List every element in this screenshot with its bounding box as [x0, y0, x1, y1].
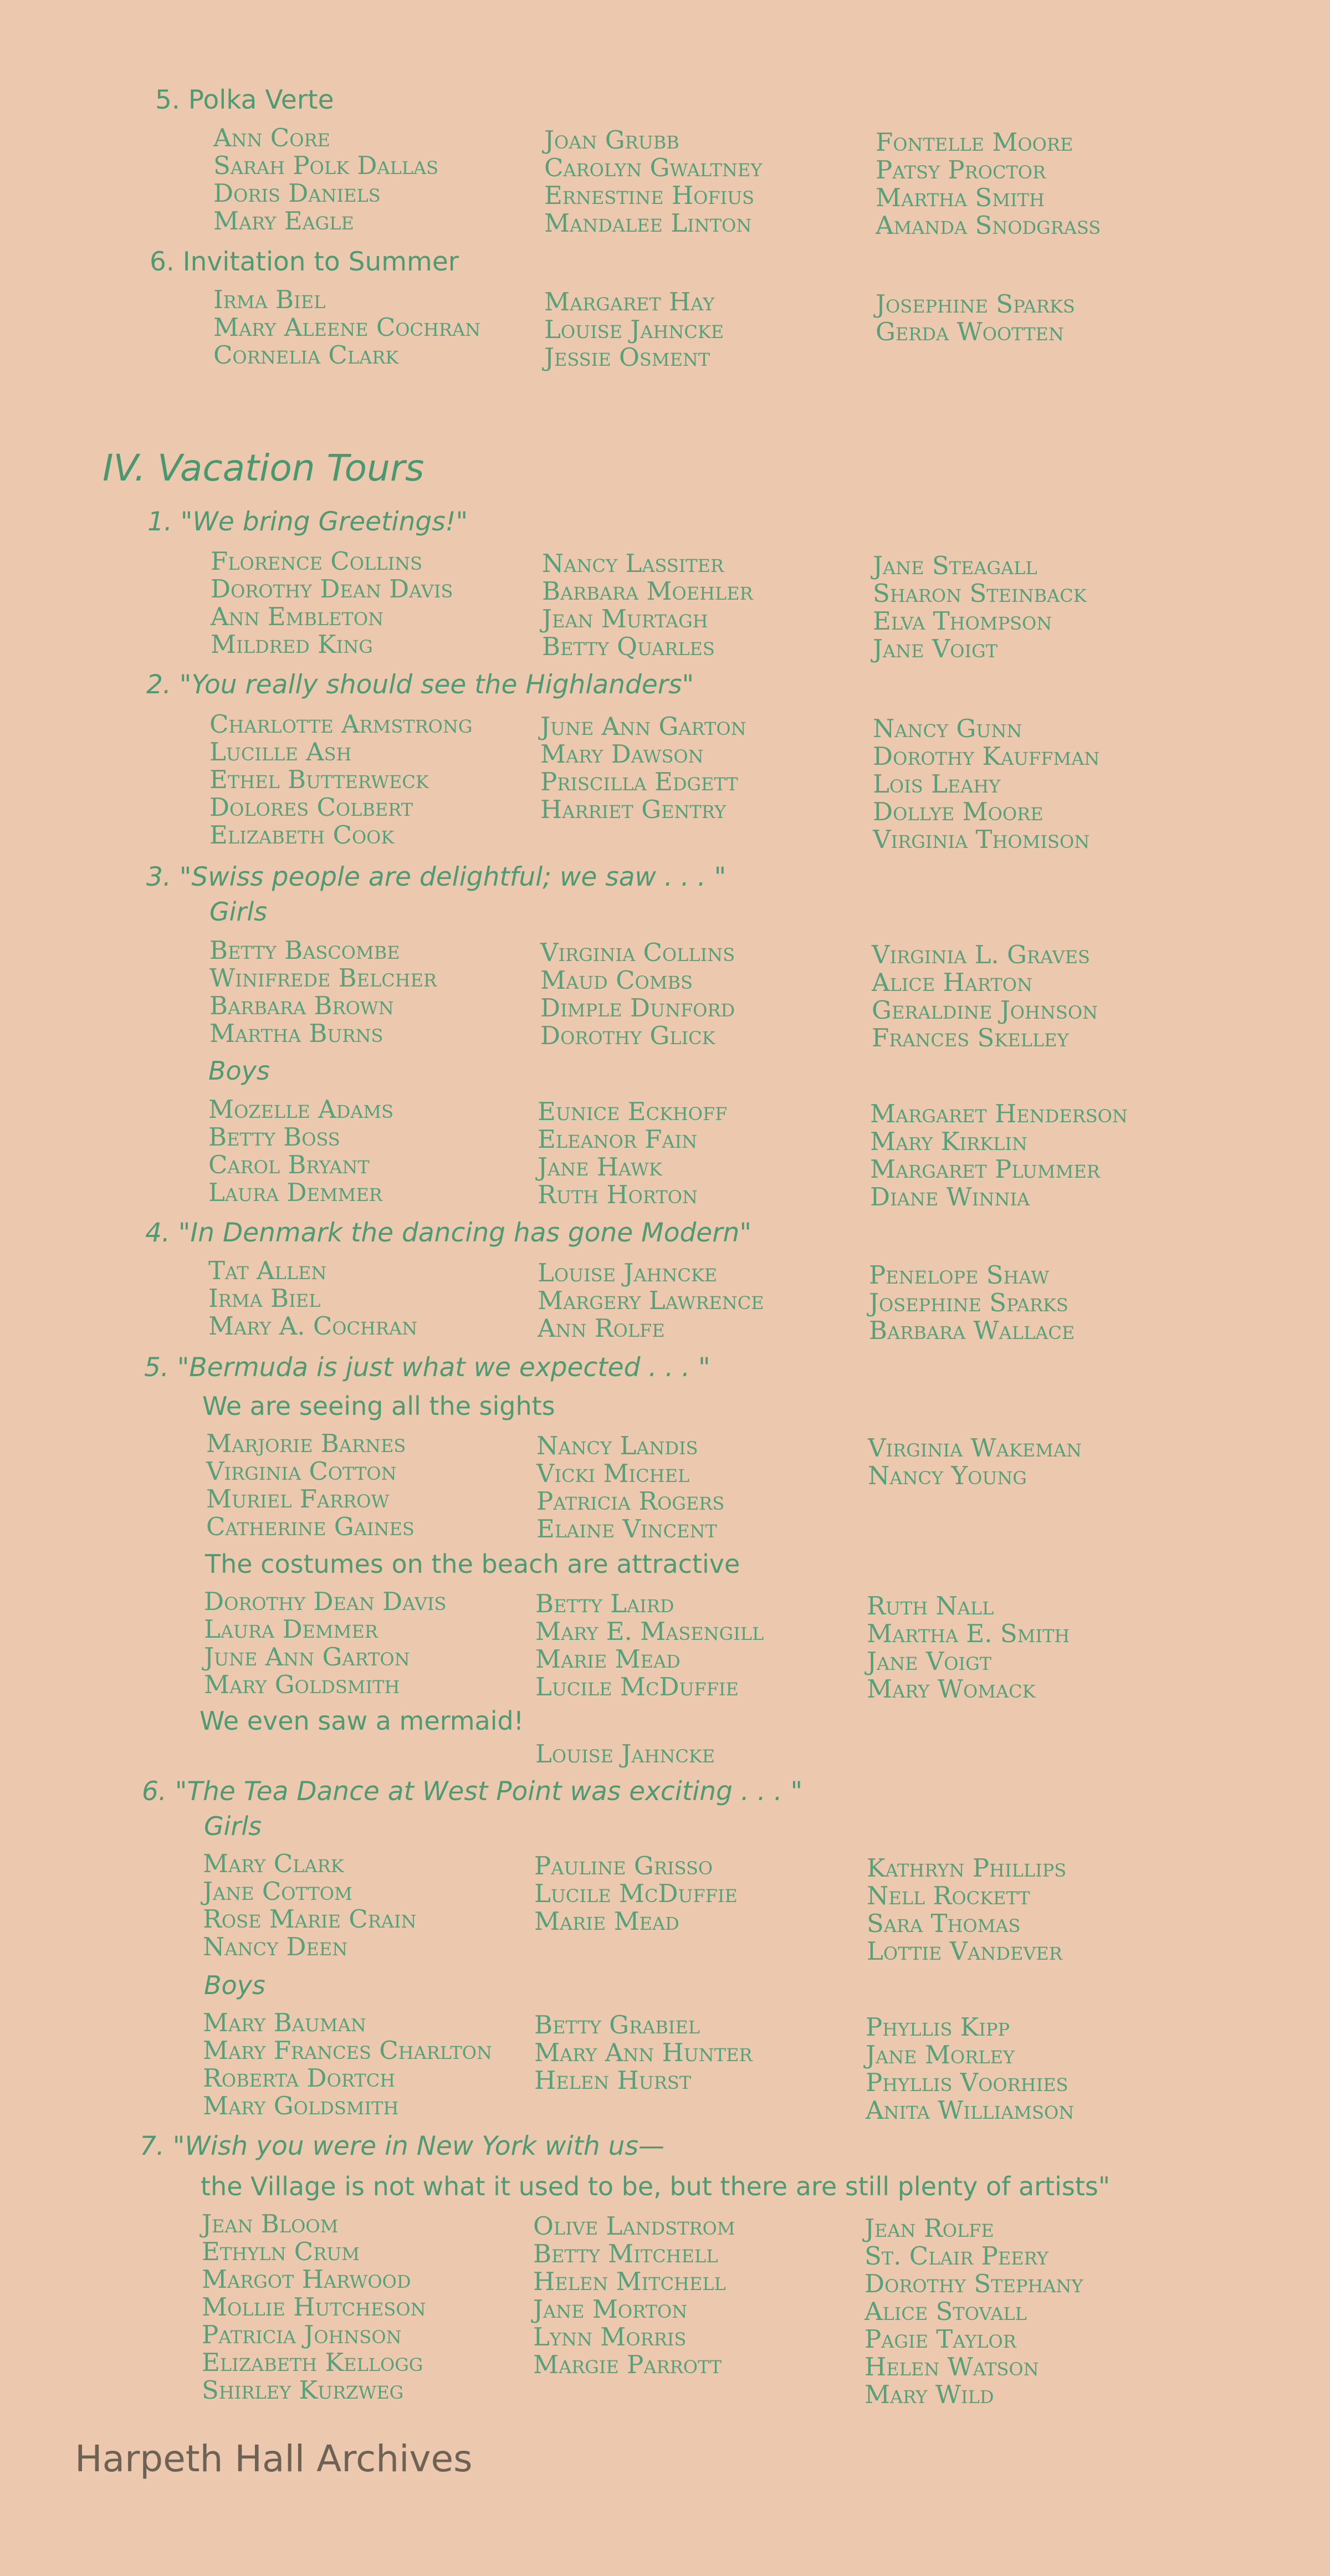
name-item: Muriel Farrow: [206, 1484, 390, 1514]
name-item: Lucile McDuffie: [535, 1672, 739, 1701]
name-item: Harriet Gentry: [540, 795, 727, 824]
name-item: Helen Watson: [864, 2352, 1039, 2381]
name-column: [202, 2210, 534, 2404]
name-item: Patricia Rogers: [536, 1486, 725, 1516]
name-item: Olive Landstrom: [533, 2211, 735, 2241]
name-item: Jane Morley: [866, 2040, 1015, 2069]
heading-highlanders: 2. "You really should see the Highlanders": [146, 669, 694, 700]
name-column: [868, 1434, 1200, 1490]
name-item: Jean Murtagh: [542, 604, 708, 633]
name-item: Lynn Morris: [533, 2322, 687, 2352]
name-item: Marie Mead: [535, 1644, 681, 1674]
name-item: Eunice Eckhoff: [538, 1097, 728, 1126]
label-girls: Girls: [209, 897, 268, 927]
name-item: Barbara Brown: [209, 991, 394, 1020]
name-item: Helen Hurst: [534, 2066, 692, 2095]
name-item: Roberta Dortch: [203, 2063, 396, 2093]
name-item: Patricia Johnson: [202, 2320, 402, 2349]
name-item: Louise Jahncke: [535, 1739, 715, 1769]
subheading-sights: We are seeing all the sights: [202, 1391, 555, 1421]
name-item: Margie Parrott: [533, 2350, 722, 2379]
name-item: Sara Thomas: [867, 1909, 1021, 1938]
name-item: Mollie Hutcheson: [202, 2292, 426, 2322]
name-item: Barbara Wallace: [869, 1316, 1075, 1345]
name-item: Jane Steagall: [873, 551, 1037, 580]
name-item: Fontelle Moore: [876, 127, 1073, 157]
name-item: Charlotte Armstrong: [209, 709, 473, 739]
name-column: [864, 2215, 1197, 2409]
name-item: Laura Demmer: [208, 1178, 382, 1207]
name-item: Patsy Proctor: [876, 155, 1046, 185]
archive-watermark: Harpeth Hall Archives: [75, 2437, 473, 2480]
name-item: June Ann Garton: [540, 712, 746, 741]
name-item: Penelope Shaw: [869, 1260, 1050, 1290]
name-item: Ann Core: [213, 123, 330, 152]
name-item: Alice Harton: [872, 968, 1032, 997]
name-item: Nancy Landis: [536, 1431, 698, 1460]
name-item: Mary E. Masengill: [535, 1617, 764, 1646]
name-item: Anita Williamson: [866, 2095, 1075, 2125]
name-item: Rose Marie Crain: [203, 1904, 417, 1934]
name-item: Winifrede Belcher: [209, 963, 437, 993]
name-item: Margaret Henderson: [870, 1099, 1128, 1128]
subheading-mermaid: We even saw a mermaid!: [200, 1706, 524, 1736]
name-item: Jessie Osment: [544, 343, 710, 372]
name-column: [208, 1257, 541, 1340]
name-item: Josephine Sparks: [869, 1288, 1068, 1317]
heading-new-york: 7. "Wish you were in New York with us—: [140, 2131, 664, 2161]
name-column: [535, 1740, 868, 1768]
name-item: Jane Voigt: [867, 1647, 992, 1676]
name-item: Virginia Wakeman: [868, 1433, 1082, 1463]
name-column: [203, 1850, 535, 1961]
name-item: Martha E. Smith: [867, 1619, 1070, 1648]
name-item: Virginia Thomison: [873, 825, 1090, 854]
name-item: Mary Aleene Cochran: [213, 313, 481, 342]
name-item: Lucille Ash: [209, 737, 352, 766]
name-item: Mozelle Adams: [208, 1095, 394, 1124]
name-item: Betty Laird: [535, 1589, 674, 1618]
name-item: Marie Mead: [534, 1907, 679, 1936]
name-item: Nell Rockett: [867, 1881, 1030, 1910]
name-item: Nancy Gunn: [873, 714, 1022, 743]
name-item: Jane Cottom: [203, 1877, 352, 1906]
name-item: Phyllis Kipp: [866, 2012, 1010, 2042]
name-item: Carolyn Gwaltney: [544, 153, 763, 182]
name-item: Elva Thompson: [873, 606, 1052, 636]
name-item: Josephine Sparks: [876, 289, 1075, 319]
name-item: Lois Leahy: [873, 769, 1001, 799]
name-item: Dorothy Kauffman: [873, 742, 1100, 771]
name-column: [209, 711, 542, 849]
name-column: [873, 552, 1205, 663]
name-column: [538, 1098, 870, 1209]
name-item: Mary Frances Charlton: [203, 2036, 492, 2065]
subheading-costumes: The costumes on the beach are attractive: [205, 1549, 740, 1579]
name-item: Cornelia Clark: [213, 340, 399, 370]
name-item: Helen Mitchell: [533, 2267, 726, 2296]
name-item: Nancy Young: [868, 1461, 1027, 1490]
name-column: [870, 1100, 1203, 1211]
name-item: Doris Daniels: [213, 178, 381, 208]
name-item: Dorothy Glick: [540, 1021, 715, 1050]
name-item: Dorothy Dean Davis: [211, 574, 453, 604]
name-item: Mary Clark: [203, 1849, 344, 1878]
name-item: Lucile McDuffie: [534, 1879, 738, 1908]
name-item: Margot Harwood: [202, 2265, 411, 2294]
name-column: [213, 286, 546, 369]
name-item: Sharon Steinback: [873, 579, 1087, 608]
name-item: Ann Embleton: [211, 602, 384, 631]
name-column: [542, 550, 874, 661]
heading-polka-verte: 5. Polka Verte: [155, 85, 334, 115]
name-item: Phyllis Voorhies: [866, 2068, 1068, 2097]
subheading-village: the Village is not what it used to be, but there are still plenty of artists": [201, 2171, 1111, 2201]
name-item: Dimple Dunford: [540, 993, 735, 1023]
name-item: Maud Combs: [540, 965, 693, 995]
name-item: Mary Goldsmith: [203, 2091, 399, 2120]
name-column: [872, 941, 1204, 1052]
name-item: Martha Smith: [876, 183, 1045, 212]
name-item: Virginia Collins: [540, 938, 735, 967]
name-item: Mary Kirklin: [870, 1127, 1027, 1156]
name-column: [203, 2009, 535, 2120]
name-column: [533, 2212, 866, 2379]
name-item: Dolores Colbert: [209, 793, 413, 822]
name-item: Catherine Gaines: [206, 1512, 415, 1541]
name-item: Ann Rolfe: [538, 1313, 665, 1343]
name-item: Kathryn Phillips: [867, 1853, 1067, 1883]
name-item: Joan Grubb: [544, 125, 679, 155]
name-column: [869, 1261, 1201, 1345]
name-column: [544, 288, 877, 371]
name-item: Barbara Moehler: [542, 576, 753, 606]
name-column: [209, 937, 542, 1047]
name-column: [540, 713, 873, 824]
name-item: Mary Ann Hunter: [534, 2038, 753, 2067]
name-item: Mildred King: [211, 630, 373, 659]
name-column: [535, 1590, 868, 1701]
name-item: Dollye Moore: [873, 797, 1043, 826]
name-item: Mandalee Linton: [544, 208, 752, 238]
name-item: Betty Mitchell: [533, 2239, 718, 2268]
name-item: Laura Demmer: [204, 1614, 378, 1644]
label-boys: Boys: [208, 1056, 270, 1086]
name-item: Elizabeth Kellogg: [202, 2348, 423, 2377]
name-item: Sarah Polk Dallas: [213, 151, 439, 180]
name-item: Louise Jahncke: [544, 315, 724, 344]
name-item: Gerda Wootten: [876, 317, 1064, 346]
name-item: Mary Bauman: [203, 2008, 366, 2037]
name-item: Mary Womack: [867, 1674, 1036, 1704]
name-column: [213, 124, 546, 235]
name-item: Amanda Snodgrass: [876, 211, 1101, 240]
name-item: Virginia L. Graves: [872, 940, 1090, 969]
name-item: Ethyln Crum: [202, 2237, 360, 2266]
name-column: [540, 939, 873, 1050]
name-column: [534, 2011, 867, 2094]
name-item: Pauline Grisso: [534, 1851, 713, 1880]
name-item: Martha Burns: [209, 1019, 383, 1048]
name-item: Mary A. Cochran: [208, 1311, 418, 1341]
name-item: Elizabeth Cook: [209, 820, 395, 850]
heading-denmark: 4. "In Denmark the dancing has gone Modern": [145, 1218, 751, 1248]
label-boys: Boys: [204, 1970, 265, 2000]
name-item: Irma Biel: [213, 285, 326, 314]
name-item: Carol Bryant: [208, 1150, 370, 1179]
name-item: Dorothy Stephany: [864, 2269, 1083, 2298]
name-column: [536, 1432, 869, 1543]
name-item: Mary Wild: [864, 2380, 994, 2409]
name-item: Betty Bascombe: [209, 936, 400, 965]
label-girls: Girls: [204, 1811, 262, 1841]
name-item: Mary Dawson: [540, 739, 704, 769]
name-item: Jane Hawk: [538, 1152, 662, 1182]
name-item: Lottie Vandever: [867, 1936, 1062, 1966]
name-column: [876, 290, 1208, 346]
name-item: Ruth Horton: [538, 1180, 698, 1209]
name-column: [866, 2013, 1198, 2124]
name-column: [544, 126, 877, 237]
name-item: Margaret Plummer: [870, 1154, 1100, 1184]
name-item: Florence Collins: [211, 546, 423, 576]
name-item: Ruth Nall: [867, 1591, 994, 1621]
name-item: Margery Lawrence: [538, 1286, 764, 1315]
name-item: Tat Allen: [208, 1256, 327, 1285]
name-column: [538, 1259, 870, 1342]
name-column: [206, 1430, 539, 1541]
name-column: [873, 715, 1205, 853]
heading-invitation-to-summer: 6. Invitation to Summer: [150, 247, 459, 277]
heading-swiss-people: 3. "Swiss people are delightful; we saw . . . ": [146, 862, 727, 892]
name-item: Jean Bloom: [202, 2209, 339, 2238]
name-item: Dorothy Dean Davis: [204, 1587, 447, 1616]
name-item: St. Clair Peery: [864, 2241, 1048, 2271]
name-item: June Ann Garton: [204, 1642, 410, 1672]
name-item: Irma Biel: [208, 1284, 321, 1313]
name-item: Diane Winnia: [870, 1182, 1030, 1212]
name-item: Jane Morton: [533, 2294, 688, 2324]
name-item: Shirley Kurzweg: [202, 2375, 404, 2405]
name-item: Priscilla Edgett: [540, 767, 738, 796]
name-item: Marjorie Barnes: [206, 1429, 406, 1458]
section-title: IV. Vacation Tours: [103, 447, 424, 489]
name-item: Betty Grabiel: [534, 2010, 700, 2040]
name-item: Geraldine Johnson: [872, 995, 1098, 1025]
name-item: Alice Stovall: [864, 2297, 1027, 2326]
name-item: Nancy Deen: [203, 1932, 348, 1961]
name-column: [211, 548, 543, 658]
name-item: Eleanor Fain: [538, 1125, 698, 1154]
name-item: Mary Eagle: [213, 206, 354, 236]
name-item: Elaine Vincent: [536, 1514, 717, 1543]
name-column: [867, 1854, 1199, 1965]
name-item: Frances Skelley: [872, 1023, 1069, 1052]
name-item: Louise Jahncke: [538, 1258, 718, 1287]
name-item: Virginia Cotton: [206, 1456, 397, 1486]
name-item: Pagie Taylor: [864, 2324, 1016, 2354]
name-item: Margaret Hay: [544, 287, 715, 316]
heading-we-bring-greetings: 1. "We bring Greetings!": [147, 507, 468, 537]
name-item: Nancy Lassiter: [542, 549, 724, 578]
name-column: [867, 1592, 1199, 1703]
name-item: Ethel Butterweck: [209, 765, 429, 794]
heading-tea-dance: 6. "The Tea Dance at West Point was exciting . . . ": [142, 1776, 803, 1807]
name-column: [534, 1852, 867, 1935]
name-item: Vicki Michel: [536, 1459, 690, 1488]
name-column: [204, 1588, 536, 1699]
name-item: Jane Voigt: [873, 634, 998, 663]
name-column: [876, 129, 1208, 239]
name-item: Betty Boss: [208, 1122, 340, 1152]
heading-bermuda: 5. "Bermuda is just what we expected . . . ": [144, 1352, 710, 1383]
name-item: Betty Quarles: [542, 632, 715, 661]
name-item: Mary Goldsmith: [204, 1670, 400, 1699]
name-item: Ernestine Hofius: [544, 181, 755, 210]
name-column: [208, 1096, 541, 1207]
name-item: Jean Rolfe: [864, 2214, 994, 2243]
